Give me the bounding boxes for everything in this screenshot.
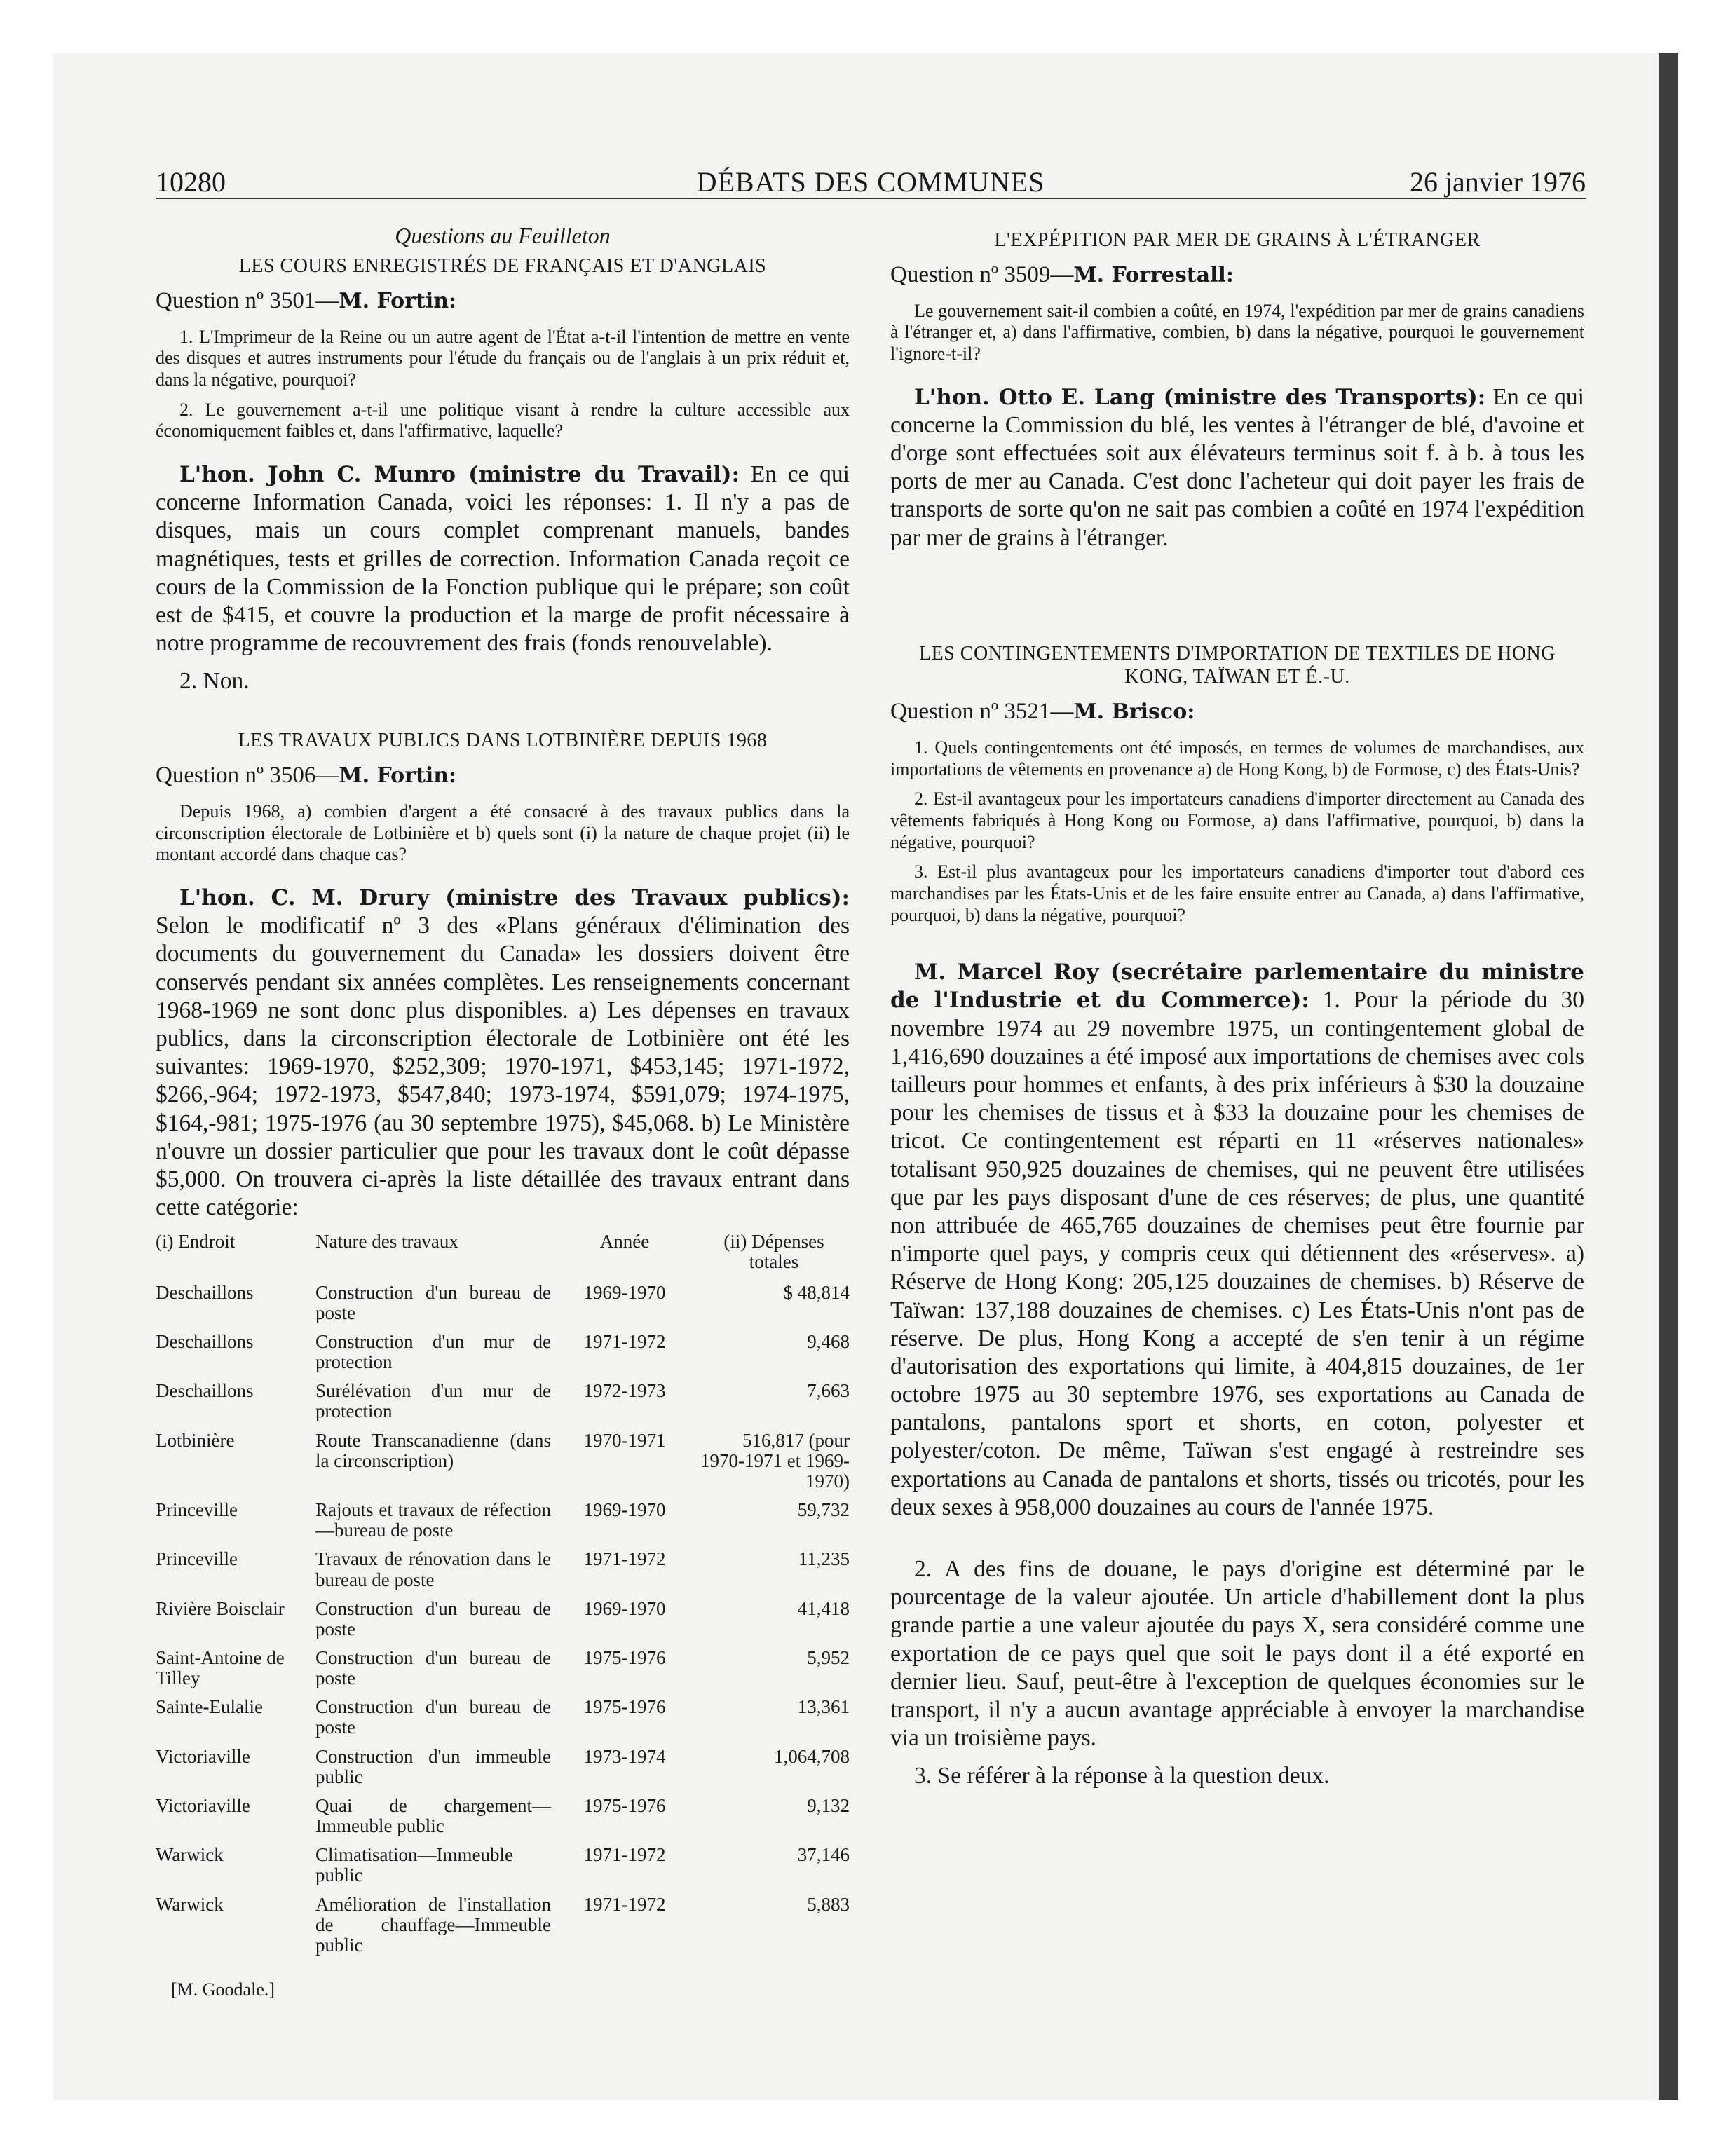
cell-nature: Construction d'un bureau de poste <box>315 1597 551 1639</box>
answer-speaker: M. Marcel Roy (secrétaire parlementaire du ministre de l'Industrie et du Commerce): <box>890 960 1584 1014</box>
answer-3501-part-2: 2. Non. <box>179 668 250 695</box>
answer-3521 <box>890 958 1584 1522</box>
cell-place: Victoriaville <box>156 1745 250 1767</box>
heading-recorded-courses: LES COURS ENREGISTRÉS DE FRANÇAIS ET D'ANGLAIS <box>238 255 767 277</box>
cell-amount: 5,883 <box>807 1893 850 1915</box>
heading-public-works: LES TRAVAUX PUBLICS DANS LOTBINIÈRE DEPUIS 1968 <box>238 730 768 752</box>
question-3509-text: Le gouvernement sait-il combien a coûté, en 1974, l'expédition par mer de grains canadiens à l'étranger et, a) dans l'affirmative, combien, b) dans la négative, pourquoi le gouvernement l'ignore-t-il? <box>890 300 1584 364</box>
cell-nature: Travaux de rénovation dans le bureau de poste <box>315 1548 551 1590</box>
cell-year: 1969-1970 <box>583 1499 666 1521</box>
table-row <box>156 1648 850 1697</box>
cell-nature: Construction d'un immeuble public <box>315 1745 551 1787</box>
question-3501-part-1: 1. L'Imprimeur de la Reine ou un autre agent de l'État a-t-il l'intention de mettre en vente des disques et autres instruments pour l'étude du français ou de l'anglais à un prix réduit et, dans la négative, pourquoi? <box>156 326 850 390</box>
answer-3501 <box>156 460 850 657</box>
answer-speaker: L'hon. Otto E. Lang (ministre des Transports): <box>914 384 1486 410</box>
cell-year: 1971-1972 <box>583 1548 666 1570</box>
cell-year: 1969-1970 <box>583 1281 666 1303</box>
cell-amount: 1,064,708 <box>774 1745 850 1767</box>
answer-speaker: L'hon. John C. Munro (ministre du Travail): <box>179 461 740 487</box>
cell-year: 1971-1972 <box>583 1330 666 1352</box>
cell-year: 1972-1973 <box>583 1380 666 1402</box>
heading-grain-shipping: L'EXPÉPITION PAR MER DE GRAINS À L'ÉTRANGER <box>994 229 1481 251</box>
heading-textile-quotas: LES CONTINGENTEMENTS D'IMPORTATION DE TEXTILES DE HONG KONG, TAÏWAN ET É.-U. <box>919 642 1556 688</box>
question-3521 <box>890 699 1584 725</box>
cell-amount: 41,418 <box>797 1597 850 1619</box>
cell-year: 1971-1972 <box>583 1893 666 1915</box>
table-row <box>156 1283 850 1332</box>
answer-text: 1. Pour la période du 30 novembre 1974 au 29 novembre 1975, un contingentement global de 1,416,690 douzaines a été imposé aux importations de chemises avec cols tailleurs pour hommes et enfants, à des prix inférieurs à $30 la douzaine pour les chemises de tissus et à $33 la douzaine pour les chemises de tricot. Ce contingentement est réparti en 11 «réserves nationales» totalisant 950,925 douzaines de chemises, qui ne peuvent être utilisées que par les pays disposant d'une de ces réserves; de plus, une quantité non attribuée de 465,765 douzaines de chemises peut être fournie par n'importe quel pays, y compris ceux qui détiennent des «réserves». a) Réserve de Hong Kong: 205,125 douzaines de chemises. b) Réserve de Taïwan: 137,188 douzaines de chemises. c) Les États-Unis n'ont pas de réserve. De plus, Hong Kong a accepté de s'en tenir à un régime d'autorisation des exportations qui limite, à 404,815 douzaines, de 1er octobre 1975 au 30 septembre 1976, ses exportations au Canada de pantalons, pantalons sport et shorts, en coton, polyester et polyester/coton. De même, Taïwan s'est engagé à restreindre ses exportations au Canada de pantalons et shorts, tissés ou tricotés, pour les deux sexes à 958,000 douzaines au cours de l'année 1975. <box>890 987 1584 1520</box>
cell-year: 1973-1974 <box>583 1745 666 1767</box>
cell-year: 1970-1971 <box>583 1429 666 1451</box>
table-row <box>156 1549 850 1598</box>
cell-place: Deschaillons <box>156 1281 254 1303</box>
speaker-signature: [M. Goodale.] <box>171 1979 275 2000</box>
cell-place: Rivière Boisclair <box>156 1597 285 1619</box>
cell-year: 1975-1976 <box>583 1696 666 1718</box>
section-kicker: Questions au Feuilleton <box>395 223 611 248</box>
question-member: M. Fortin: <box>339 288 457 313</box>
table-row <box>156 1500 850 1549</box>
answer-speaker: L'hon. C. M. Drury (ministre des Travaux publics): <box>179 885 850 911</box>
answer-text: En ce qui concerne Information Canada, voici les réponses: 1. Il n'y a pas de disques, mais un cours complet comprenant manuels, bandes magnétiques, tests et grilles de correction. Information Canada reçoit ce cours de la Commission de la Fonction publique qui le prépare; son coût est de $415, et couvre la production et la marge de profit nécessaire à notre programme de recouvrement des frais (fonds renouvelable). <box>156 460 850 657</box>
cell-nature: Rajouts et travaux de réfection—bureau de poste <box>315 1499 551 1541</box>
table-row <box>156 1381 850 1430</box>
table-row <box>156 1599 850 1648</box>
column-header-year: Année <box>599 1231 650 1253</box>
answer-text: Selon le modificatif nº 3 des «Plans généraux d'élimination des documents du gouvernement du Canada» les dossiers doivent être conservés pendant six années complètes. Les renseignements concernant 1968-1969 ne sont donc plus disponibles. a) Les dépenses en travaux publics, dans la circonscription électorale de Lotbinière ont été les suivantes: 1969-1970, $252,309; 1970-1971, $453,145; 1971-1972, $266,-964; 1972-1973, $547,840; 1973-1974, $591,079; 1974-1975, $164,-981; 1975-1976 (au 30 septembre 1975), $45,068. b) Le Ministère n'ouvre un dossier particulier que pour les travaux dont le coût dépasse $5,000. On trouvera ci-après la liste détaillée des travaux entrant dans cette catégorie: <box>156 913 850 1221</box>
answer-3521-part-2: 2. A des fins de douane, le pays d'origine est déterminé par le pourcentage de la valeur ajoutée. Un article d'habillement dont la plus grande partie a une valeur ajoutée du pays X, sera considéré comme une exportation de ce pays quel que soit le pays dont il a été exporté en dernier lieu. Sauf, peut-être à l'exception de quelques économies sur le transport, il n'y a aucun avantage appréciable à envoyer la marchandise via un troisième pays. <box>890 1556 1584 1752</box>
right-column <box>890 219 1584 1801</box>
cell-nature: Construction d'un bureau de poste <box>315 1281 551 1323</box>
header-rule <box>156 198 1586 199</box>
cell-amount: $ 48,814 <box>783 1281 850 1303</box>
table-header-row <box>156 1231 850 1282</box>
question-member: M. Brisco: <box>1073 699 1195 724</box>
answer-3509 <box>890 383 1584 552</box>
cell-place: Victoriaville <box>156 1794 250 1816</box>
table-row <box>156 1697 850 1746</box>
table-row <box>156 1796 850 1845</box>
cell-place: Warwick <box>156 1844 224 1866</box>
answer-text: En ce qui concerne la Commission du blé, les ventes à l'étranger de blé, d'avoine et d'orge sont effectuées soit aux élévateurs terminus soit f. à b. à tous les ports de mer au Canada. C'est donc l'acheteur qui doit payer les frais de transports de sorte qu'on ne sait pas combien a coûté en 1974 l'expédition par mer de grains à l'étranger. <box>890 383 1584 551</box>
page-date: 26 janvier 1976 <box>1409 166 1586 198</box>
question-3521-part-1: 1. Quels contingentements ont été imposés, en termes de volumes de marchandises, aux importations de vêtements en provenance a) de Hong Kong, b) de Formose, c) des États-Unis? <box>890 737 1584 779</box>
cell-year: 1971-1972 <box>583 1844 666 1866</box>
table-row <box>156 1332 850 1381</box>
column-header-amount: (ii) Dépenses totales <box>723 1231 824 1273</box>
answer-3506 <box>156 884 850 1222</box>
cell-amount: 516,817 (pour 1970-1971 et 1969-1970) <box>700 1429 850 1492</box>
answer-3521-part-3: 3. Se référer à la réponse à la question deux. <box>914 1763 1330 1789</box>
cell-amount: 9,468 <box>807 1330 850 1352</box>
question-3509 <box>890 262 1584 288</box>
question-3501-part-2: 2. Le gouvernement a-t-il une politique visant à rendre la culture accessible aux économiquement faibles et, dans l'affirmative, laquelle? <box>156 399 850 442</box>
publication-title: DÉBATS DES COMMUNES <box>696 166 1045 198</box>
cell-amount: 37,146 <box>797 1844 850 1866</box>
cell-place: Princeville <box>156 1499 238 1521</box>
cell-nature: Quai de chargement—Immeuble public <box>315 1794 551 1837</box>
question-number: Question nº 3501— <box>156 287 339 313</box>
cell-place: Princeville <box>156 1548 238 1570</box>
cell-amount: 9,132 <box>807 1794 850 1816</box>
cell-nature: Amélioration de l'installation de chauffage—Immeuble public <box>315 1893 551 1956</box>
left-column <box>156 219 850 2000</box>
column-header-place: (i) Endroit <box>156 1231 236 1253</box>
cell-nature: Construction d'un mur de protection <box>315 1330 551 1373</box>
table-row <box>156 1431 850 1500</box>
cell-amount: 11,235 <box>798 1548 850 1570</box>
table-row <box>156 1895 850 1964</box>
page-number: 10280 <box>156 166 226 198</box>
cell-place: Sainte-Eulalie <box>156 1696 263 1718</box>
cell-amount: 59,732 <box>797 1499 850 1521</box>
table-row <box>156 1845 850 1894</box>
scan-edge-shadow <box>1659 53 1678 2100</box>
question-3521-part-2: 2. Est-il avantageux pour les importateurs canadiens d'importer directement au Canada des vêtements fabriqués à Hong Kong ou Formose, a) dans l'affirmative, pourquoi, b) dans la négative, pourquoi? <box>890 789 1584 852</box>
question-number: Question nº 3521— <box>890 698 1074 724</box>
cell-year: 1975-1976 <box>583 1794 666 1816</box>
cell-amount: 13,361 <box>797 1696 850 1718</box>
question-member: M. Forrestall: <box>1073 262 1234 287</box>
cell-nature: Surélévation d'un mur de protection <box>315 1380 551 1422</box>
question-3506-text: Depuis 1968, a) combien d'argent a été consacré à des travaux publics dans la circonscription électorale de Lotbinière et b) quels sont (i) la nature de chaque projet (ii) le montant accordé dans chaque cas? <box>156 801 850 865</box>
question-member: M. Fortin: <box>339 763 457 789</box>
cell-place: Deschaillons <box>156 1330 254 1352</box>
question-number: Question nº 3509— <box>890 261 1074 287</box>
cell-nature: Route Transcanadienne (dans la circonscription) <box>315 1429 551 1471</box>
question-number: Question nº 3506— <box>156 763 339 789</box>
cell-place: Deschaillons <box>156 1380 254 1402</box>
cell-nature: Construction d'un bureau de poste <box>315 1646 551 1689</box>
cell-nature: Construction d'un bureau de poste <box>315 1696 551 1738</box>
cell-year: 1975-1976 <box>583 1646 666 1668</box>
table-row <box>156 1747 850 1796</box>
cell-amount: 5,952 <box>807 1646 850 1668</box>
cell-amount: 7,663 <box>807 1380 850 1402</box>
question-3521-part-3: 3. Est-il plus avantageux pour les importateurs canadiens d'importer tout d'abord ces marchandises par les États-Unis et de les faire ensuite entrer au Canada, a) dans l'affirmative, pourquoi, b) dans la négative, pourquoi? <box>890 861 1584 925</box>
column-header-nature: Nature des travaux <box>315 1231 458 1253</box>
cell-place: Saint-Antoine de Tilley <box>156 1646 285 1689</box>
cell-place: Warwick <box>156 1893 224 1915</box>
cell-year: 1969-1970 <box>583 1597 666 1619</box>
question-3501 <box>156 288 850 314</box>
question-3506 <box>156 763 850 789</box>
public-works-table <box>156 1231 850 1964</box>
cell-nature: Climatisation—Immeuble public <box>315 1844 513 1886</box>
cell-place: Lotbinière <box>156 1429 235 1451</box>
